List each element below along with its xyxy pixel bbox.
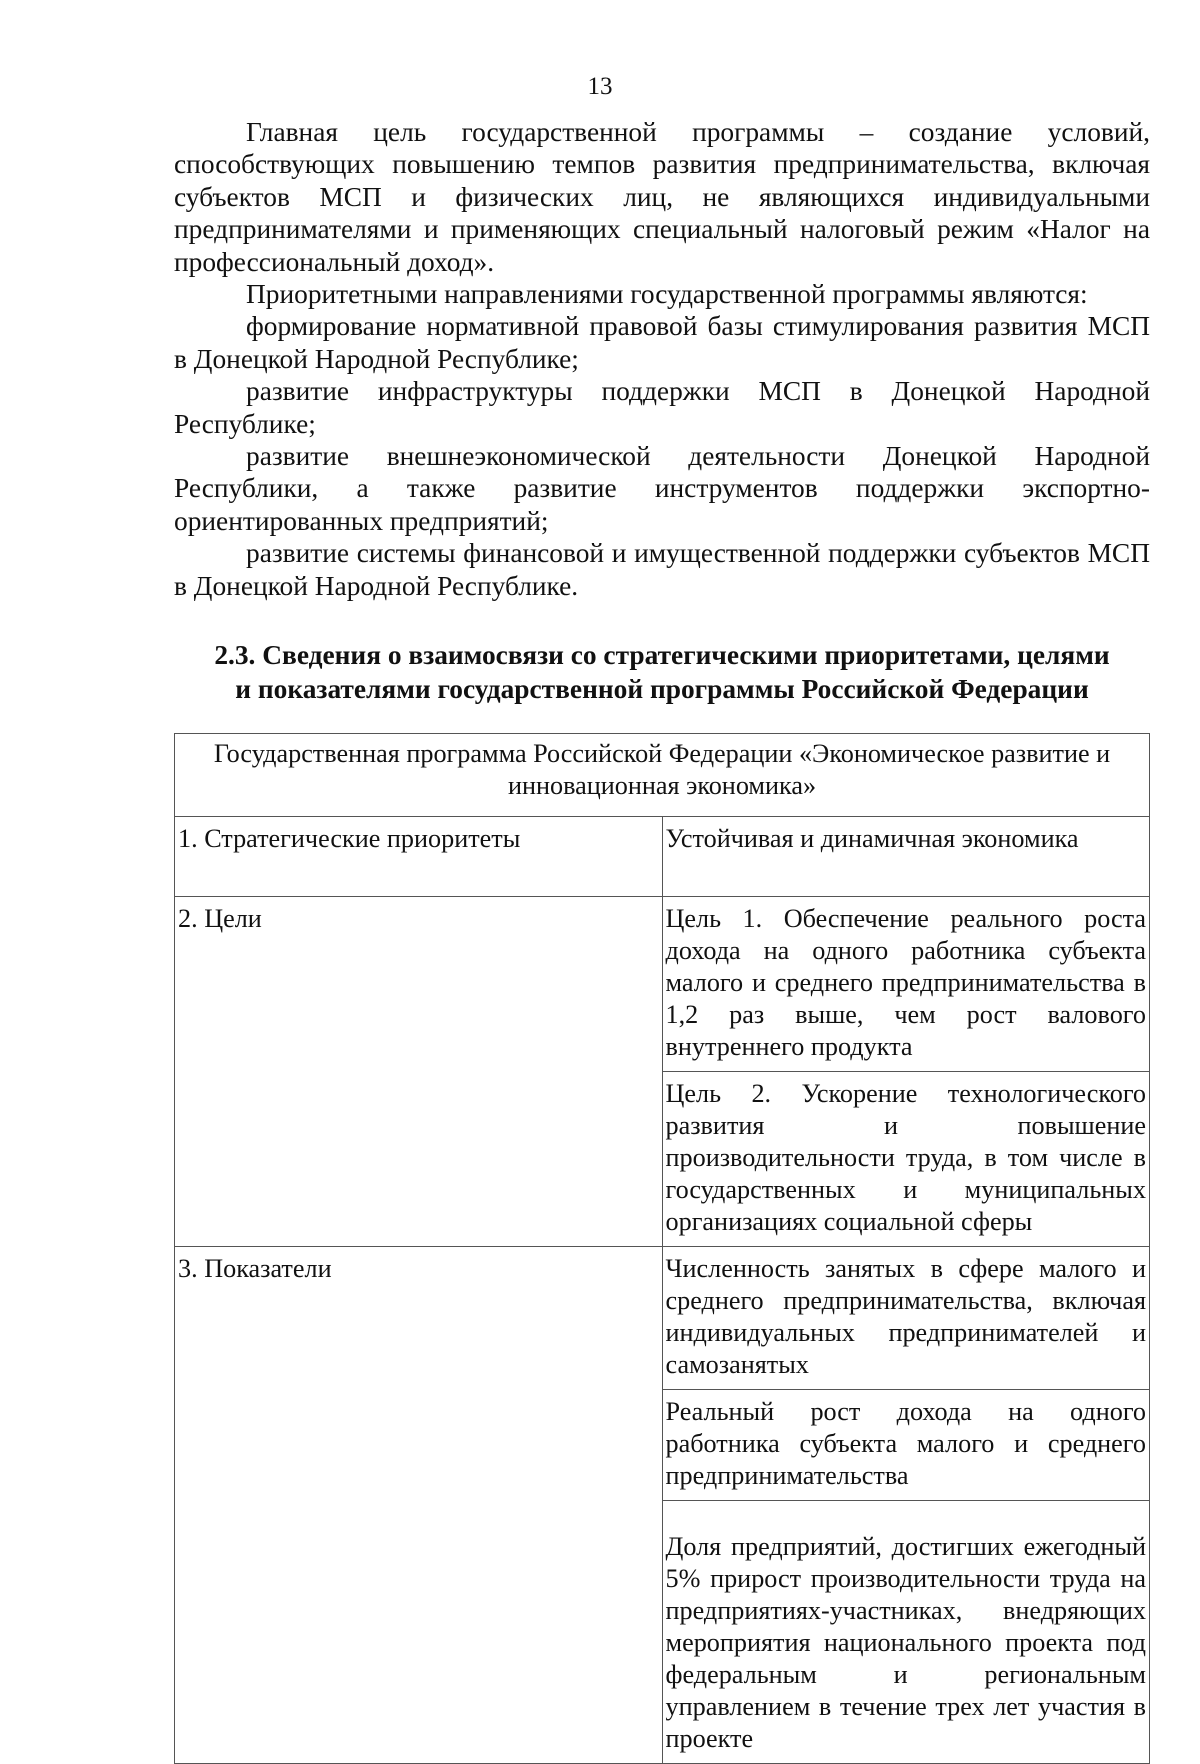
body-text — [174, 116, 1150, 602]
strategic-ties-table — [174, 733, 1150, 1764]
paragraph-priority-financial-support: развитие системы финансовой и имущественной поддержки субъектов МСП в Донецкой Народной Республике. — [174, 538, 1150, 601]
indicator-3-value: Доля предприятий, достигших ежегодный 5% прирост производительности труда на предприятиях-участниках, внедряющих мероприятия национального проекта под федеральным и региональным управлением в течение трех лет участия в проекте — [662, 1501, 1150, 1764]
section-heading-line-1: 2.3. Сведения о взаимосвязи со стратегическими приоритетами, целями — [214, 640, 1110, 670]
paragraph-main-goal: Главная цель государственной программы – создание условий, способствующих повышению темпов развития предпринимательства, включая субъектов МСП и физических лиц, не являющихся индивидуальными предпринимателями и применяющих специальный налоговый режим «Налог на профессиональный доход». — [174, 117, 1150, 277]
table-header-row — [175, 734, 1150, 817]
table-row-goals — [175, 897, 1150, 1072]
goal-2-value: Цель 2. Ускорение технологического развития и повышение производительности труда, в том числе в государственных и муниципальных организациях социальной сферы — [662, 1072, 1150, 1247]
paragraph-priority-foreign-trade: развитие внешнеэкономической деятельности Донецкой Народной Республики, а также развитие инструментов поддержки экспортно-ориентированных предприятий; — [174, 441, 1150, 536]
row-label-indicators: 3. Показатели — [175, 1247, 663, 1764]
indicator-1-value: Численность занятых в сфере малого и среднего предпринимательства, включая индивидуальных предпринимателей и самозанятых — [662, 1247, 1150, 1390]
indicator-2-value: Реальный рост дохода на одного работника субъекта малого и среднего предпринимательства — [662, 1390, 1150, 1501]
page-number: 13 — [587, 73, 613, 100]
section-heading-line-2: и показателями государственной программы Российской Федерации — [235, 674, 1089, 704]
paragraph-priorities-intro: Приоритетными направлениями государственной программы являются: — [246, 279, 1088, 310]
priority-value: Устойчивая и динамичная экономика — [662, 817, 1150, 897]
goal-1-value: Цель 1. Обеспечение реального роста дохода на одного работника субъекта малого и среднего предпринимательства в 1,2 раз выше, чем рост валового внутреннего продукта — [662, 897, 1150, 1072]
paragraph-priority-legal-base: формирование нормативной правовой базы стимулирования развития МСП в Донецкой Народной Республике; — [174, 311, 1150, 374]
table-row-priorities — [175, 817, 1150, 897]
table-row-indicators — [175, 1247, 1150, 1390]
table-header-cell: Государственная программа Российской Федерации «Экономическое развитие и инновационная экономика» — [175, 734, 1150, 817]
section-heading — [174, 638, 1150, 706]
row-label-goals: 2. Цели — [175, 897, 663, 1247]
paragraph-priority-infrastructure: развитие инфраструктуры поддержки МСП в Донецкой Народной Республике; — [174, 376, 1150, 439]
row-label-priorities: 1. Стратегические приоритеты — [175, 817, 663, 897]
